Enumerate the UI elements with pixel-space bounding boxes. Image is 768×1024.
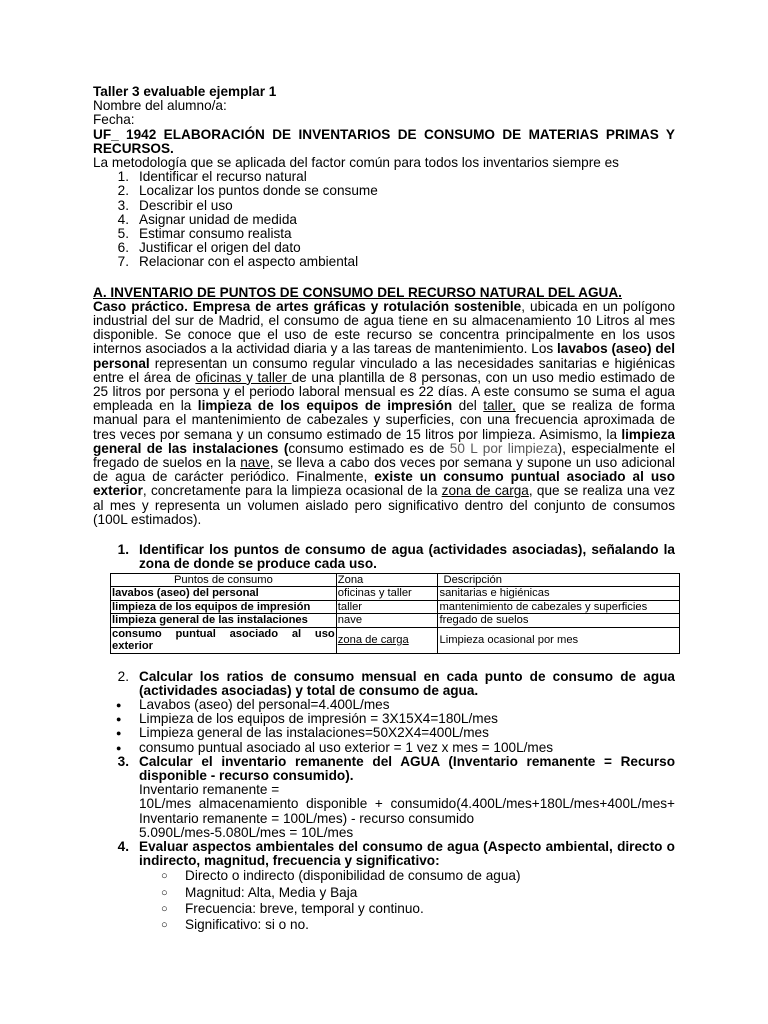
student-name-line: Nombre del alumno/a: [93,98,227,114]
uf-title: UF_ 1942 ELABORACIÓN DE INVENTARIOS DE CONSUMO DE MATERIAS PRIMAS Y RECURSOS. [93,126,675,156]
circle-bullet-icon: ○ [161,902,168,915]
table-header-row [111,573,680,587]
list-item [93,199,675,213]
remnant-calculation [93,783,675,840]
calc-line: 5.090L/mes-5.080L/mes = 10L/mes [139,824,354,840]
table-cell: nave [336,614,438,628]
circle-bullet-icon: ○ [161,870,168,883]
list-text: consumo puntual asociado al uso exterior = 1 vez x mes = 100L/mes [139,739,554,755]
list-item [93,885,675,901]
calc-line: Inventario remanente = 100L/mes) - recurso consumido [139,810,475,826]
question-4 [93,840,675,868]
table-row [111,600,680,614]
calc-line: 10L/mes almacenamiento disponible + consumido(4.400L/mes+180L/mes+400L/mes+ [139,796,675,812]
table-cell: lavabos (aseo) del personal [111,587,337,601]
calc-line: Inventario remanente = [139,782,280,798]
list-item [93,213,675,227]
question-number: 2. [117,668,129,684]
question-number: 1. [117,542,129,558]
table-cell: mantenimiento de cabezales y superficies [438,600,680,614]
list-item [93,698,675,712]
text-run: del [452,398,484,414]
spacer [93,527,675,543]
bullet-icon: ● [116,742,122,753]
list-text: Identificar el recurso natural [139,169,307,185]
question-text: Calcular los ratios de consumo mensual en cada punto de consumo de agua (actividades asociadas) y total de consumo de agua. [139,668,675,698]
table-cell: fregado de suelos [438,614,680,628]
list-item [93,868,675,884]
bold-run: limpieza general de las instalaciones ( [93,426,675,456]
list-text: Frecuencia: breve, temporal y continuo. [185,900,424,916]
list-item [93,741,675,755]
table-row [111,627,680,653]
spacer [93,654,675,670]
list-text: Limpieza de los equipos de impresión = 3X15X4=180L/mes [139,711,498,727]
table-cell: Limpieza ocasional por mes [438,627,680,653]
list-text: Justificar el origen del dato [139,240,301,256]
methodology-intro: La metodología que se aplicada del factor común para todos los inventarios siempre es [93,155,619,171]
table-cell: taller [336,600,438,614]
date-line: Fecha: [93,112,135,128]
list-text: Magnitud: Alta, Media y Baja [185,884,358,900]
table-cell: zona de carga [336,627,438,653]
list-number: 3. [117,197,129,213]
list-text: Estimar consumo realista [139,226,292,242]
bullet-icon: ● [116,714,122,725]
document-page [93,85,675,933]
methodology-list [93,170,675,269]
list-item [93,726,675,740]
list-item [93,917,675,933]
question-3 [93,755,675,783]
list-text: Limpieza general de las instalaciones=50X2X4=400L/mes [139,725,489,741]
bold-run: limpieza de los equipos de impresión [197,398,453,414]
circle-bullet-icon: ○ [161,918,168,931]
text-run: consumo estimado es de [288,440,450,456]
list-item [93,184,675,198]
list-text: Asignar unidad de medida [139,211,297,227]
list-number: 2. [117,183,129,199]
text-run: ), especialmente el fregado de suelos en la [93,440,676,471]
question-text: Identificar los puntos de consumo de agua (actividades asociadas), señalando la zona de donde se produce cada uso. [139,542,675,572]
column-header: Descripción [438,573,680,587]
gray-run: 50 L por limpieza [449,440,558,456]
list-text: Lavabos (aseo) del personal=4.400L/mes [139,696,390,712]
section-a-heading: A. INVENTARIO DE PUNTOS DE CONSUMO DEL RECURSO NATURAL DEL AGUA. [93,284,622,300]
table-row [111,587,680,601]
bullet-icon: ● [116,699,122,710]
text-run: de una plantilla de 8 personas, con un uso medio estimado de 25 litros por persona y el periodo laboral mensual es 22 días. A este consumo se suma el agua empleada en la [93,369,676,414]
question-1 [93,543,675,571]
list-text: Relacionar con el aspecto ambiental [139,254,359,270]
table-cell: limpieza de los equipos de impresión [111,600,337,614]
question-text: Calcular el inventario remanente del AGUA (Inventario remanente = Recurso disponible - recurso consumido). [139,753,675,783]
list-item [93,901,675,917]
list-text: Directo o indirecto (disponibilidad de consumo de agua) [185,868,521,884]
text-run: , ubicada en un polígono industrial del sur de Madrid, el consumo de agua tiene en su almacenamiento 10 Litros al mes disponible. Se conoce que el uso de este recurso se concentra principalmente en los usos internos asociados a la actividad diaria y a las tareas de mantenimiento. Los [93,298,675,357]
list-item [93,712,675,726]
question-2 [93,670,675,698]
list-item [93,170,675,184]
list-number: 5. [117,226,129,242]
text-run: , que se realiza una vez al mes y representa un volumen aislado pero significativo dentro del conjunto de consumos (100L estimados). [93,483,675,527]
question-number: 3. [117,753,129,769]
bold-run: lavabos (aseo) del personal [93,341,675,371]
case-study-lead: Caso práctico. Empresa de artes gráficas y rotulación sostenible [93,298,522,314]
list-number: 6. [117,240,129,256]
underlined-run: taller, [483,398,516,414]
table-cell: consumo puntual asociado al uso exterior [112,627,335,652]
text-run: que se realiza de forma manual para el mantenimiento de cabezales y superficies, con una frecuencia aproximada de tres veces por semana y un consumo estimado de 15 litros por limpieza. Asimismo, la [93,398,675,442]
column-header: Puntos de consumo [111,573,337,587]
list-number: 4. [117,211,129,227]
list-item [93,241,675,255]
list-text: Describir el uso [139,197,233,213]
underlined-run: zona de carga [441,483,529,499]
spacer [93,270,675,286]
consumption-points-table [110,573,680,654]
table-cell: limpieza general de las instalaciones [111,614,337,628]
list-number: 1. [117,169,129,185]
underlined-run: oficinas y taller [195,369,292,385]
list-text: Significativo: si o no. [185,916,309,932]
list-item [93,255,675,269]
bold-run: existe un consumo puntual asociado al uso exterior [93,469,675,499]
text-run: , se lleva a cabo dos veces por semana y supone un uso adicional de agua de carácter periódico. Finalmente, [93,455,675,485]
table-cell: oficinas y taller [336,587,438,601]
text-run: , concretamente para la limpieza ocasional de la [142,483,442,499]
list-item [93,227,675,241]
table-cell: sanitarias e higiénicas [438,587,680,601]
text-run: representan un consumo regular vinculado a las necesidades sanitarias e higiénicas entre el área de [93,355,675,385]
bullet-icon: ● [116,728,122,739]
question-number: 4. [117,838,129,854]
column-header: Zona [336,573,438,587]
list-text: Localizar los puntos donde se consume [139,183,378,199]
document-title: Taller 3 evaluable ejemplar 1 [93,84,277,99]
case-study-paragraph [93,300,675,527]
question-text: Evaluar aspectos ambientales del consumo de agua (Aspecto ambiental, directo o indirecto, magnitud, frecuencia y significativo: [139,838,675,869]
list-number: 7. [117,254,129,270]
underlined-run: nave [240,455,270,471]
circle-bullet-icon: ○ [161,886,168,899]
table-row [111,614,680,628]
